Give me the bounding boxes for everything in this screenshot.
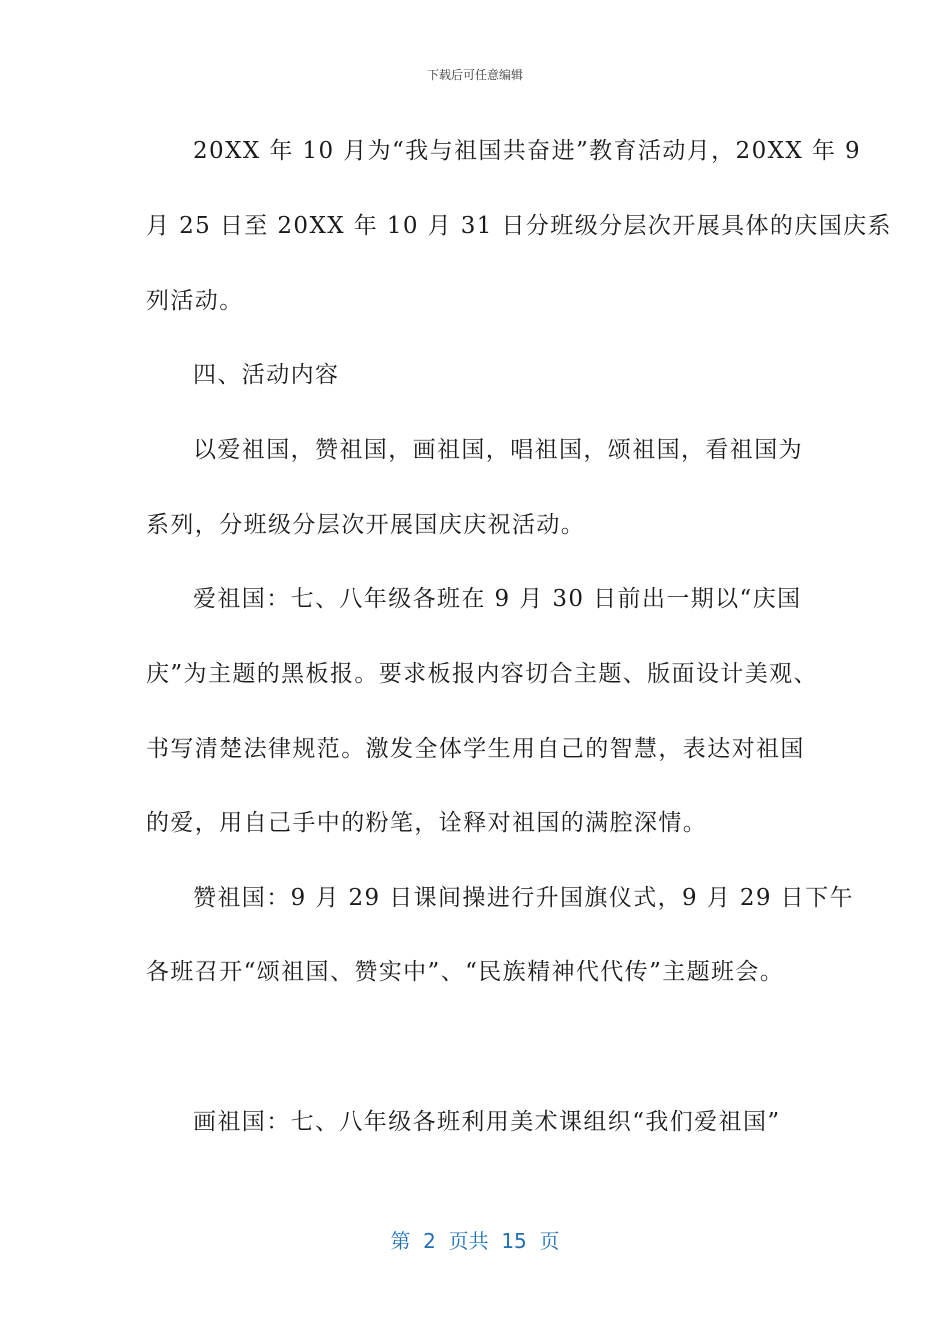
paragraph-line: 各班召开“颂祖国、赞实中”、“民族精神代代传”主题班会。 [146,959,785,985]
page-number-footer: 第 2 页共 15 页 [390,1229,560,1253]
paragraph-line: 赞祖国：9 月 29 日课间操进行升国旗仪式，9 月 29 日下午 [193,885,854,911]
paragraph-line: 爱祖国：七、八年级各班在 9 月 30 日前出一期以“庆国 [193,586,802,612]
paragraph-line: 庆”为主题的黑板报。要求板报内容切合主题、版面设计美观、 [146,661,818,687]
paragraph-line: 月 25 日至 20XX 年 10 月 31 日分班级分层次开展具体的庆国庆系 [146,213,892,239]
paragraph-line: 书写清楚法律规范。激发全体学生用自己的智慧，表达对祖国 [146,736,805,762]
section-heading: 四、活动内容 [193,362,340,388]
page-header: 下载后可任意编辑 [426,68,523,82]
paragraph-line: 20XX 年 10 月为“我与祖国共奋进”教育活动月，20XX 年 9 [193,138,862,164]
paragraph-line: 系列，分班级分层次开展国庆庆祝活动。 [146,512,586,538]
paragraph-line: 画祖国：七、八年级各班利用美术课组织“我们爱祖国” [193,1109,781,1135]
paragraph-line: 列活动。 [146,288,244,314]
paragraph-line: 以爱祖国，赞祖国，画祖国，唱祖国，颂祖国，看祖国为 [193,437,803,463]
paragraph-line: 的爱，用自己手中的粉笔，诠释对祖国的满腔深情。 [146,810,708,836]
